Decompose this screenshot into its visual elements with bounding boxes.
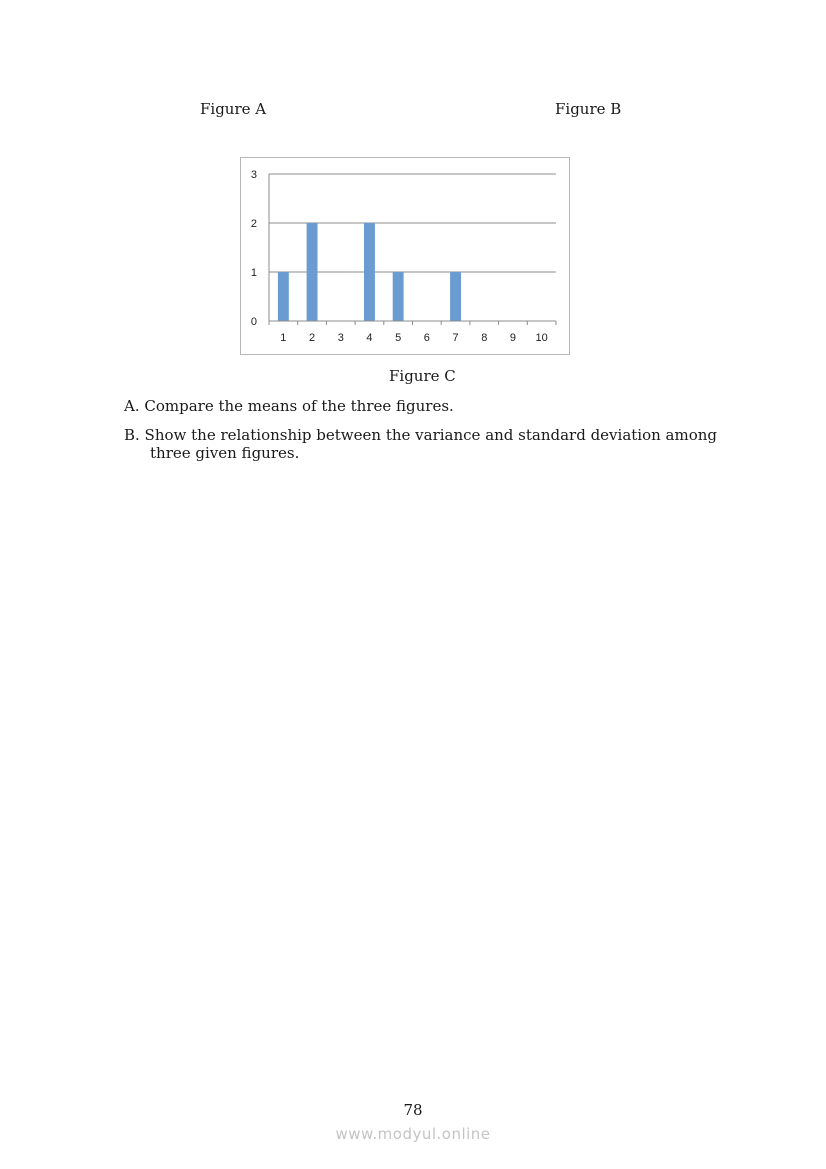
x-tick-label-7: 7	[452, 332, 459, 344]
x-tick-label-8: 8	[481, 332, 488, 344]
figure-a-label: Figure A	[200, 100, 267, 118]
bar-chart	[241, 158, 571, 356]
y-tick-label-2: 2	[250, 218, 257, 230]
x-tick-label-2: 2	[308, 332, 316, 344]
bar-5	[393, 272, 404, 321]
x-tick-label-3: 3	[337, 332, 344, 344]
y-tick-label-0: 0	[250, 316, 257, 328]
x-tick-label-6: 6	[423, 332, 430, 344]
question-b	[124, 426, 724, 462]
page-number: 78	[403, 1101, 423, 1119]
y-tick-label-3: 3	[250, 169, 257, 181]
x-tick-label-10: 10	[535, 332, 548, 344]
figure-c-caption: Figure C	[389, 367, 456, 385]
question-a: A. Compare the means of the three figures.	[124, 397, 454, 415]
figure-b-label: Figure B	[555, 100, 622, 118]
y-tick-label-1: 1	[250, 267, 257, 279]
x-tick-label-5: 5	[395, 332, 402, 344]
bar-7	[450, 272, 461, 321]
question-b-line1: B. Show the relationship between the variance and standard deviation among	[124, 426, 718, 444]
bar-2	[307, 223, 318, 321]
bar-1	[278, 272, 289, 321]
figure-c-chart	[240, 157, 570, 355]
x-tick-label-9: 9	[509, 332, 517, 344]
question-b-line2: three given figures.	[150, 444, 300, 462]
x-tick-label-1: 1	[280, 332, 287, 344]
watermark: www.modyul.online	[335, 1125, 491, 1143]
x-tick-label-4: 4	[366, 332, 373, 344]
bar-4	[364, 223, 375, 321]
